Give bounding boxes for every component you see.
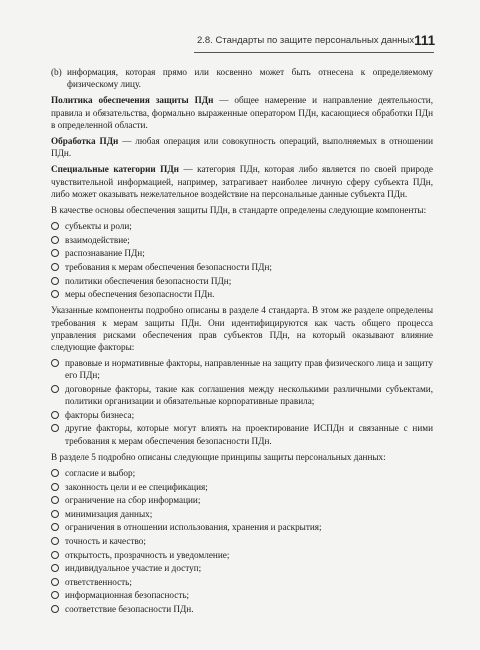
- circle-bullet-icon: [51, 424, 59, 432]
- list-item: соответствие безопасности ПДн.: [51, 603, 433, 615]
- circle-bullet-icon: [51, 469, 59, 477]
- page-number: 111: [414, 32, 436, 48]
- definition-processing: [51, 135, 433, 159]
- definition-term: Специальные категории ПДн: [51, 164, 179, 175]
- circle-bullet-icon: [51, 551, 59, 559]
- definition-special-categories: [51, 163, 433, 200]
- running-header: [197, 30, 436, 50]
- list-item: ответственность;: [51, 576, 433, 588]
- list-item: ограничение на сбор информации;: [51, 494, 433, 506]
- list-item: открытость, прозрачность и уведомление;: [51, 549, 433, 561]
- circle-bullet-icon: [51, 385, 59, 393]
- list-item-b: [51, 66, 433, 90]
- circle-bullet-icon: [51, 578, 59, 586]
- circle-bullet-icon: [51, 510, 59, 518]
- list-item: ограничения в отношении использования, хранения и раскрытия;: [51, 521, 433, 533]
- circle-bullet-icon: [51, 411, 59, 419]
- list-item: требования к мерам обеспечения безопасности ПДн;: [51, 261, 433, 273]
- list-item: политики обеспечения безопасности ПДн;: [51, 275, 433, 287]
- list-item: договорные факторы, такие как соглашения между несколькими различными субъектами, политики организации и обязательные корпоративные правила;: [51, 383, 433, 407]
- list-item: законность цели и ее спецификация;: [51, 481, 433, 493]
- list-item: информационная безопасность;: [51, 589, 433, 601]
- list-item: меры обеспечения безопасности ПДн.: [51, 288, 433, 300]
- definition-text: — любая операция или совокупность операций, выполняемых в отношении ПДн.: [51, 136, 433, 159]
- components-list: [51, 220, 433, 300]
- circle-bullet-icon: [51, 277, 59, 285]
- circle-bullet-icon: [51, 483, 59, 491]
- list-item: факторы бизнеса;: [51, 409, 433, 421]
- section4-paragraph: Указанные компоненты подробно описаны в разделе 4 стандарта. В этом же разделе определены требования к мерам защиты ПДн. Они идентифицируются как часть общего процесса управления рисками обеспечения прав субъектов ПДн, на который оказывают влияние следующие факторы:: [51, 305, 433, 353]
- definition-policy: [51, 94, 433, 131]
- components-intro: В качестве основы обеспечения защиты ПДн, в стандарте определены следующие компоненты:: [51, 205, 427, 216]
- list-item: субъекты и роли;: [51, 220, 433, 232]
- definition-text: — общее намерение и направление деятельности, правила и обязательства, формально выраженные оператором ПДн, касающиеся обработки ПДн в определенной области.: [51, 95, 434, 130]
- page-body: [51, 66, 433, 619]
- circle-bullet-icon: [51, 222, 59, 230]
- circle-bullet-icon: [51, 290, 59, 298]
- list-item: взаимодействие;: [51, 234, 433, 246]
- principles-intro: В разделе 5 подробно описаны следующие принципы защиты персональных данных:: [51, 451, 386, 462]
- definition-term: Политика обеспечения защиты ПДн: [51, 95, 214, 106]
- circle-bullet-icon: [51, 359, 59, 367]
- circle-bullet-icon: [51, 249, 59, 257]
- list-item: согласие и выбор;: [51, 467, 433, 479]
- definition-term: Обработка ПДн: [51, 136, 119, 147]
- item-label: (b): [51, 67, 62, 77]
- circle-bullet-icon: [51, 236, 59, 244]
- circle-bullet-icon: [51, 537, 59, 545]
- circle-bullet-icon: [51, 564, 59, 572]
- header-rule: [194, 52, 434, 53]
- circle-bullet-icon: [51, 591, 59, 599]
- item-text: информация, которая прямо или косвенно может быть отнесена к определяемому физическому лицу.: [67, 67, 433, 90]
- circle-bullet-icon: [51, 496, 59, 504]
- list-item: минимизация данных;: [51, 508, 433, 520]
- circle-bullet-icon: [51, 263, 59, 271]
- circle-bullet-icon: [51, 523, 59, 531]
- header-title: 2.8. Стандарты по защите персональных данных: [197, 34, 415, 46]
- list-item: точность и качество;: [51, 535, 433, 547]
- list-item: индивидуальное участие и доступ;: [51, 562, 433, 574]
- circle-bullet-icon: [51, 605, 59, 613]
- definition-text: — категория ПДн, которая либо является по своей природе чувствительной информацией, например, затрагивает наиболее личную сферу субъекта ПДн, либо может оказывать нежелательное воздействие на персональные данные субъекта ПДн.: [51, 164, 434, 199]
- list-item: другие факторы, которые могут влиять на проектирование ИСПДн и связанные с ними требования к мерам обеспечения безопасности ПДн.: [51, 422, 433, 446]
- list-item: правовые и нормативные факторы, направленные на защиту прав физического лица и защиту его ПДн;: [51, 357, 433, 381]
- principles-list: [51, 467, 433, 615]
- list-item: распознавание ПДн;: [51, 247, 433, 259]
- factors-list: [51, 357, 433, 447]
